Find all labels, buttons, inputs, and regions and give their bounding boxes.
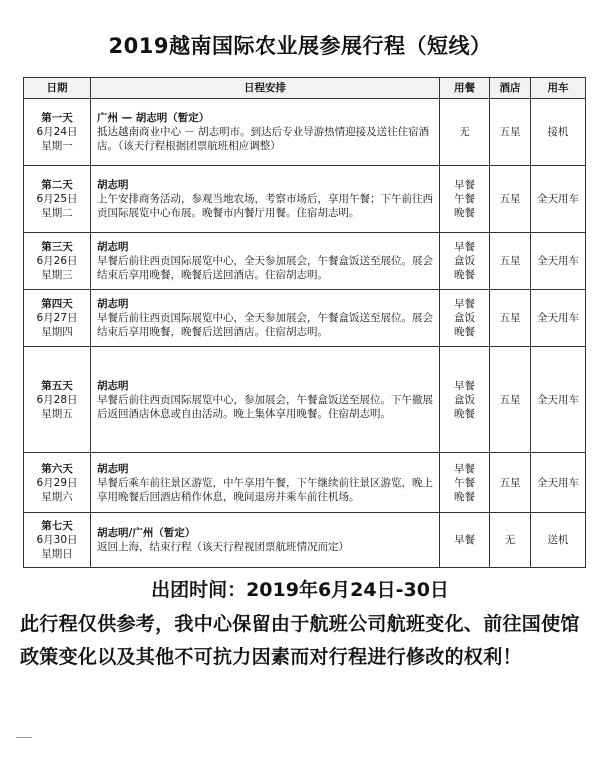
meal-cell [440,453,490,513]
schedule-cell [91,513,440,568]
day-date: 6月26日 [36,255,78,267]
schedule-desc: 上午安排商务活动，参观当地农场，考察市场后，享用午餐；下午前往西贡国际展览中心布展。晚餐市内餐厅用餐。住宿胡志明。 [97,193,433,219]
schedule-city: 胡志明 [97,462,129,475]
day-name: 第五天 [41,379,73,392]
day-weekday: 星期日 [41,548,73,560]
header-date: 日期 [24,78,91,99]
day-date: 6月24日 [36,126,78,138]
day-cell [24,166,91,233]
header-meals: 用餐 [440,78,490,99]
meal-item: 晚餐 [454,490,475,503]
itinerary-table [23,77,586,568]
schedule-city: 胡志明/广州（暂定） [97,527,196,539]
header-schedule: 日程安排 [91,78,440,99]
meal-item: 晚餐 [454,407,475,420]
schedule-desc: 返回上海，结束行程（该天行程视团票航班情况而定） [97,541,349,553]
day-name: 第二天 [41,179,73,191]
disclaimer-text: 此行程仅供参考，我中心保留由于航班公司航班变化、前往国使馆政策变化以及其他不可抗力因素而对行程进行修改的权利！ [20,613,580,668]
day-weekday: 星期一 [41,140,73,152]
day-date: 6月30日 [36,534,78,546]
transport-cell: 全天用车 [531,290,586,347]
meal-cell [440,513,490,568]
meal-item: 早餐 [454,534,475,546]
header-transport: 用车 [531,78,586,99]
table-row [24,513,586,568]
table-row [24,99,586,166]
day-name: 第三天 [41,241,73,253]
day-weekday: 星期三 [41,269,73,281]
meal-item: 晚餐 [454,326,475,338]
meal-item: 盒饭 [454,312,475,324]
schedule-cell [91,453,440,513]
table-row [24,290,586,347]
hotel-cell: 无 [490,513,531,568]
meal-item: 早餐 [454,241,475,253]
meal-cell [440,233,490,290]
schedule-city: 胡志明 [97,298,129,310]
schedule-cell [91,347,440,453]
schedule-city: 胡志明 [97,241,129,253]
day-date: 6月28日 [36,393,78,406]
schedule-cell [91,166,440,233]
transport-cell: 全天用车 [531,347,586,453]
schedule-cell [91,290,440,347]
day-date: 6月25日 [36,193,78,205]
meal-item: 早餐 [454,462,475,475]
header-hotel: 酒店 [490,78,531,99]
hotel-cell: 五星 [490,99,531,166]
day-weekday: 星期五 [41,407,73,420]
schedule-desc: 早餐后乘车前往景区游览，中午享用午餐，下午继续前往景区游览，晚上享用晚餐后回酒店稍作休息，晚间退房并乘车前往机场。 [97,476,433,503]
table-row [24,347,586,453]
divider-line [16,737,32,738]
meal-item: 早餐 [454,298,475,310]
transport-cell: 送机 [531,513,586,568]
meal-cell [440,99,490,166]
meal-item: 午餐 [454,476,475,489]
schedule-desc: 抵达越南商业中心 － 胡志明市。到达后专业导游热情迎接及送往住宿酒店。（该天行程根据团票航班相应调整） [97,126,430,152]
transport-cell: 全天用车 [531,233,586,290]
day-date: 6月27日 [36,312,78,324]
meal-cell [440,290,490,347]
schedule-city: 胡志明 [97,179,129,191]
schedule-cell [91,233,440,290]
day-weekday: 星期四 [41,326,73,338]
transport-cell: 全天用车 [531,166,586,233]
meal-item: 盒饭 [454,393,475,406]
table-row [24,453,586,513]
day-name: 第四天 [41,298,73,310]
meal-item: 晚餐 [454,269,475,281]
transport-cell: 全天用车 [531,453,586,513]
meal-item: 盒饭 [454,255,475,267]
schedule-city: 胡志明 [97,379,129,392]
schedule-desc: 早餐后前往西贡国际展览中心，全天参加展会，午餐盒饭送至展位。展会结束后享用晚餐，晚餐后送回酒店。住宿胡志明。 [97,255,433,281]
meal-item: 早餐 [454,179,475,191]
meal-cell [440,166,490,233]
day-name: 第六天 [41,462,73,475]
hotel-cell: 五星 [490,290,531,347]
meal-cell [440,347,490,453]
hotel-cell: 五星 [490,453,531,513]
schedule-city: 广州 — 胡志明（暂定） [97,112,210,124]
schedule-desc: 早餐后前往西贡国际展览中心，参加展会，午餐盒饭送至展位。下午撤展后返回酒店休息或自由活动。晚上集体享用晚餐。住宿胡志明。 [97,393,433,420]
departure-date: 出团时间：2019年6月24日-30日 [151,579,449,601]
hotel-cell: 五星 [490,166,531,233]
day-name: 第七天 [41,520,73,532]
day-date: 6月29日 [36,476,78,489]
hotel-cell: 五星 [490,347,531,453]
day-cell [24,233,91,290]
meal-item: 午餐 [454,193,475,205]
transport-cell: 接机 [531,99,586,166]
day-weekday: 星期二 [41,207,73,219]
meal-item: 晚餐 [454,207,475,219]
table-row [24,166,586,233]
meal-item: 早餐 [454,379,475,392]
schedule-cell [91,99,440,166]
day-cell [24,99,91,166]
day-cell [24,290,91,347]
meal-item: 无 [459,126,470,138]
schedule-desc: 早餐后前往西贡国际展览中心，全天参加展会，午餐盒饭送至展位。展会结束后享用晚餐，晚餐后送回酒店。住宿胡志明。 [97,312,433,338]
day-name: 第一天 [41,112,73,124]
table-row [24,233,586,290]
table-header-row [24,78,586,99]
day-cell [24,453,91,513]
hotel-cell: 五星 [490,233,531,290]
day-weekday: 星期六 [41,490,73,503]
page-title: 2019越南国际农业展参展行程（短线） [108,34,492,58]
day-cell [24,347,91,453]
day-cell [24,513,91,568]
